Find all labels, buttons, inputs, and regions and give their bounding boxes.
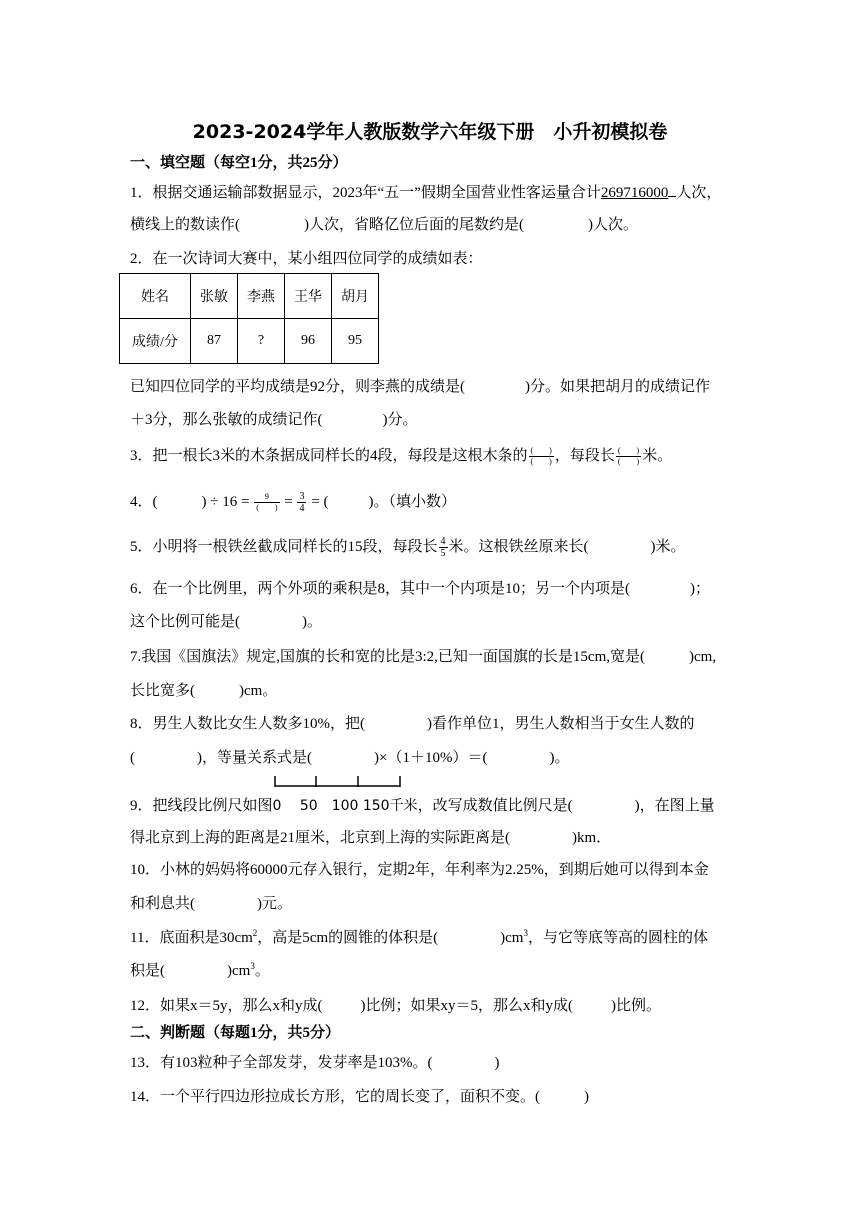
q10-text-b: 和利息共( (130, 896, 195, 912)
superscript: 2 (252, 928, 258, 938)
question-10-line-1: 10．小林的妈妈将60000元存入银行，定期2年，年利率为2.25%，到期后她可以得到本金 (130, 862, 709, 878)
q2-text-3a: 已知四位同学的平均成绩是92分，则李燕的成绩是( (130, 379, 465, 395)
question-1-line-1 (130, 181, 721, 202)
fraction-denominator-blank[interactable]: ( ) (256, 503, 278, 513)
table-cell: 成绩/分 (120, 319, 191, 364)
question-3 (130, 444, 672, 467)
fraction-4-over-5 (439, 536, 448, 559)
q6-text-a: 6．在一个比例里，两个外项的乘积是8，其中一个内项是10；另一个内项是( (130, 581, 630, 597)
q11-text-d: ，与它等底等高的圆柱的体 (527, 930, 708, 946)
q10-text-c: )元。 (257, 896, 292, 912)
q9-text-a: 9．把线段比例尺如图 (130, 798, 273, 814)
question-11-line-2 (130, 959, 270, 980)
question-8-line-2 (130, 746, 569, 767)
q4-text-c: = ( (311, 494, 329, 510)
superscript: 3 (250, 961, 255, 971)
score-table (119, 273, 379, 364)
question-13 (130, 1051, 500, 1072)
fraction-denominator: ( ) (617, 457, 640, 467)
q1-text-post: 人次， (676, 185, 722, 201)
section-true-false-heading: 二、判断题（每题1分，共5分） (130, 1025, 341, 1041)
q11-text-e: 积是( (130, 963, 165, 979)
question-14 (130, 1085, 589, 1106)
table-cell: 96 (285, 319, 332, 364)
q3-text-b: ，每段长 (554, 448, 615, 464)
table-cell: ? (238, 319, 285, 364)
q2-text-4b: )分。 (382, 412, 418, 428)
q2-text-3b: )分。如果把胡月的成绩记作 (525, 379, 710, 395)
q12-text-c: )比例。 (611, 998, 661, 1014)
q13-text-a: 13．有103粒种子全部发芽，发芽率是103%。( (130, 1055, 433, 1071)
question-7-line-2 (130, 679, 277, 700)
page-title: 2023-2024学年人教版数学六年级下册 小升初模拟卷 (192, 121, 668, 143)
fraction-blank[interactable] (616, 446, 641, 467)
q6-text-c: 这个比例可能是( (130, 614, 240, 630)
q7-text-a: 7.我国《国旗法》规定,国旗的长和宽的比是3:2,已知一面国旗的长是15cm,宽是( (130, 649, 645, 665)
q14-text-b: ) (584, 1089, 589, 1105)
fraction-numerator: ( ) (617, 446, 640, 456)
q9-text-e: )km． (572, 830, 612, 846)
q4-equals: = (284, 494, 293, 510)
q8-text-e: )×（1＋10%）＝( (374, 750, 488, 766)
q7-text-d: )cm。 (239, 683, 278, 699)
question-11-line-1 (130, 926, 708, 947)
q9-text-c: )，在图上量 (634, 798, 715, 814)
q4-text-a: 4．( (130, 494, 158, 510)
fraction-denominator: ( ) (530, 457, 552, 467)
q1-text-2c: )人次。 (588, 217, 638, 233)
question-6-line-2 (130, 610, 322, 631)
q8-text-d: )，等量关系式是( (197, 750, 312, 766)
question-9-line-1 (130, 794, 715, 815)
fraction-denominator: 4 (299, 503, 305, 515)
q7-text-b: )cm, (689, 649, 717, 665)
question-4 (130, 490, 456, 514)
fraction-numerator: 3 (299, 491, 305, 503)
q8-text-a: 8．男生人数比女生人数多10%，把( (130, 716, 365, 732)
table-cell: 95 (332, 319, 379, 364)
q4-text-d: )。（填小数） (368, 494, 456, 510)
q7-text-c: 长比宽多( (130, 683, 195, 699)
q2-text-4a: ＋3分，那么张敏的成绩记作( (130, 412, 323, 428)
scale-bar (274, 776, 404, 788)
table-cell: 张敏 (191, 274, 238, 319)
fraction-9-over-blank (254, 492, 279, 513)
q8-text-f: )。 (549, 750, 570, 766)
fraction-numerator: 4 (440, 536, 446, 548)
q11-text-g: 。 (254, 963, 270, 979)
q5-text-b: 米。这根铁丝原来长( (448, 539, 589, 555)
q1-text-2a: 横线上的数读作( (130, 217, 240, 233)
q9-text-b: ，改写成数值比例尺是( (417, 798, 573, 814)
table-cell: 王华 (285, 274, 332, 319)
q12-text-b: )比例；如果xy＝5，那么x和y成( (360, 998, 573, 1014)
scale-labels: 0 50 100 150千米 (272, 798, 418, 814)
q1-text-2b: )人次，省略亿位后面的尾数约是( (304, 217, 524, 233)
table-cell: 姓名 (120, 274, 191, 319)
q3-text-c: 米。 (642, 448, 673, 464)
q8-text-c: ( (130, 750, 135, 766)
fraction-blank[interactable] (529, 446, 554, 467)
q3-text-a: 3．把一根长3米的木条据成同样长的4段，每段是这根木条的 (130, 448, 528, 464)
q11-text-b: ，高是5cm的圆锥的体积是( (257, 930, 439, 946)
q4-text-b: ) ÷ 16 = (201, 494, 250, 510)
question-7-line-1 (130, 645, 716, 666)
question-10-line-2 (130, 892, 292, 913)
q14-text-a: 14．一个平行四边形拉成长方形，它的周长变了，面积不变。( (130, 1089, 540, 1105)
table-row (120, 319, 379, 364)
fraction-numerator: ( ) (530, 446, 552, 456)
question-1-line-2 (130, 213, 638, 234)
q8-text-b: )看作单位1，男生人数相当于女生人数的 (427, 716, 695, 732)
q9-text-d: 得北京到上海的距离是21厘米，北京到上海的实际距离是( (130, 830, 510, 846)
table-cell: 87 (191, 319, 238, 364)
superscript: 3 (523, 928, 528, 938)
table-cell: 胡月 (332, 274, 379, 319)
q11-text-a: 11．底面积是30cm (130, 930, 253, 946)
q6-text-d: )。 (302, 614, 322, 630)
q6-text-b: )； (690, 581, 710, 597)
q1-text: 1．根据交通运输部数据显示，2023年“五一”假期全国营业性客运量合计 (130, 185, 601, 201)
q11-text-c: )cm (500, 930, 524, 946)
section-fill-blank-heading: 一、填空题（每空1分，共25分） (130, 155, 348, 171)
question-5 (130, 535, 686, 559)
q5-text-c: )米。 (650, 539, 686, 555)
q5-text-a: 5．小明将一根铁丝截成同样长的15段，每段长 (130, 539, 438, 555)
question-6-line-1 (130, 577, 710, 598)
table-cell: 李燕 (238, 274, 285, 319)
q12-text-a: 12．如果x＝5y，那么x和y成( (130, 998, 323, 1014)
fraction-denominator: 5 (440, 548, 446, 560)
question-9-line-2 (130, 826, 611, 847)
table-row (120, 274, 379, 319)
question-2-intro: 2．在一次诗词大赛中，某小组四位同学的成绩如表： (130, 251, 483, 267)
question-8-line-1 (130, 712, 695, 733)
fraction-3-over-4 (297, 491, 306, 514)
question-2-line-4 (130, 408, 418, 429)
q11-text-f: )cm (227, 963, 251, 979)
q13-text-b: ) (494, 1055, 500, 1071)
q1-number: 269716000 (600, 185, 669, 201)
question-12 (130, 994, 661, 1015)
fraction-numerator: 9 (254, 492, 279, 503)
question-2-line-3 (130, 375, 710, 396)
